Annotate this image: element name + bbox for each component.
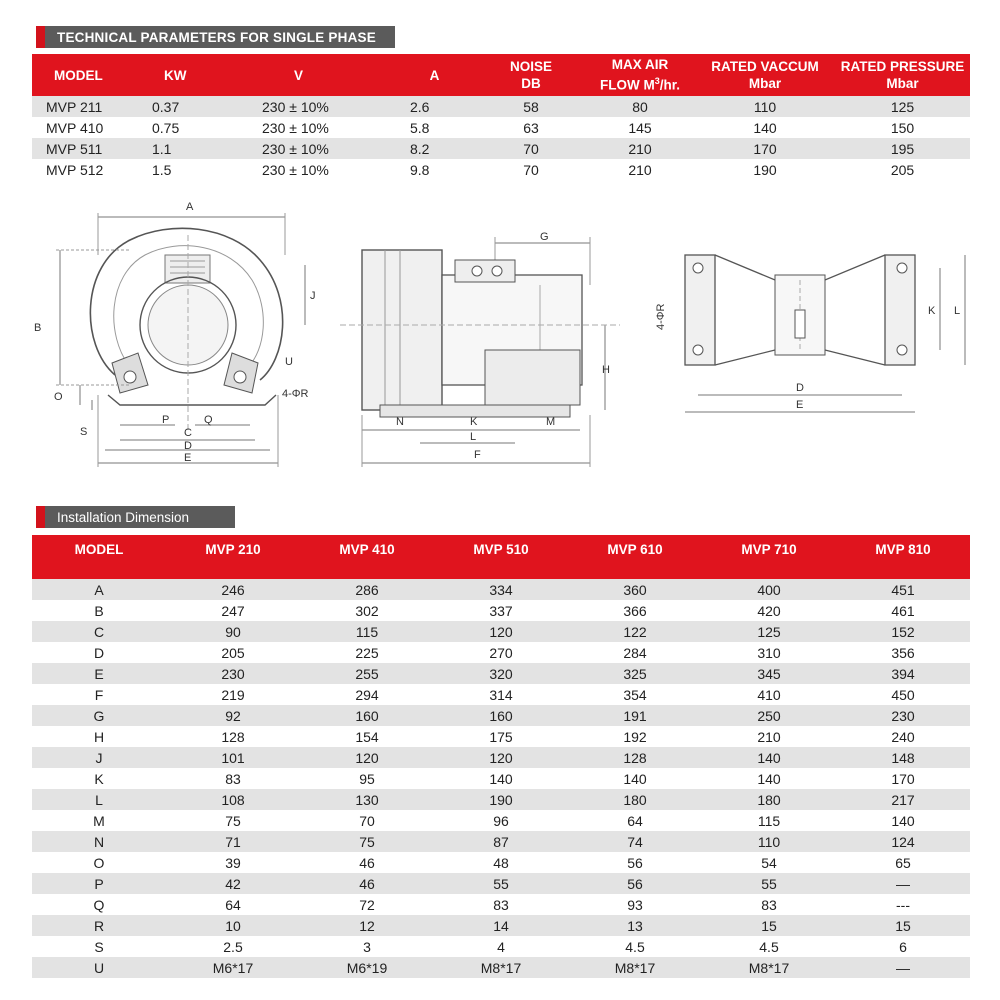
dim-label-J: J [310, 290, 316, 302]
cell-dimension: M [93, 812, 105, 829]
cell-value: --- [896, 896, 910, 913]
col-noise [477, 54, 585, 96]
table-row [32, 747, 970, 768]
cell-dimension: B [94, 602, 104, 619]
cell-value: 83 [761, 896, 777, 913]
col-vacuum-line1: RATED VACCUM [711, 59, 819, 74]
cell-value: M8*17 [748, 959, 790, 976]
cell-value: 4.5 [759, 938, 779, 955]
cell-value: 75 [359, 833, 375, 850]
cell-dimension: Q [93, 896, 105, 913]
cell-value: 225 [355, 644, 379, 661]
cell-value: 64 [627, 812, 643, 829]
dim-label-H: H [602, 364, 610, 376]
cell-value: 175 [489, 728, 513, 745]
side-view-drawing [340, 225, 630, 475]
cell-value: 420 [757, 602, 781, 619]
cell-value: 410 [757, 686, 781, 703]
tech-section-title: TECHNICAL PARAMETERS FOR SINGLE PHASE [45, 26, 395, 48]
cell-a: 8.2 [410, 140, 430, 157]
col-header: MVP 810 [875, 542, 931, 557]
cell-dimension: O [93, 854, 105, 871]
table-row [32, 936, 970, 957]
cell-a: 9.8 [410, 161, 430, 178]
dim-label-A: A [186, 201, 194, 213]
cell-vacuum: 140 [753, 119, 777, 136]
tech-section-header [36, 26, 395, 48]
cell-value: 450 [891, 686, 915, 703]
col-header: MODEL [74, 542, 124, 557]
dim-label-B: B [34, 322, 42, 334]
cell-value: — [896, 959, 910, 976]
cell-value: 46 [359, 875, 375, 892]
cell-value: 230 [891, 707, 915, 724]
col-vacuum [695, 54, 835, 96]
cell-value: 310 [757, 644, 781, 661]
cell-value: 48 [493, 854, 509, 871]
cell-value: 124 [891, 833, 915, 850]
dim-label-E: E [184, 452, 192, 464]
cell-value: 74 [627, 833, 643, 850]
cell-value: 170 [891, 770, 915, 787]
cell-vacuum: 190 [753, 161, 777, 178]
tech-table-body [32, 96, 970, 180]
cell-value: 42 [225, 875, 241, 892]
col-header: MVP 610 [607, 542, 663, 557]
cell-flow: 210 [628, 161, 652, 178]
dim-label-R: 4-ΦR [655, 303, 667, 330]
cell-value: 6 [899, 938, 907, 955]
cell-value: 240 [891, 728, 915, 745]
cell-noise: 70 [523, 161, 539, 178]
cell-value: 354 [623, 686, 647, 703]
cell-v: 230 ± 10% [262, 119, 329, 136]
cell-value: 14 [493, 917, 509, 934]
cell-value: 148 [891, 749, 915, 766]
cell-value: 95 [359, 770, 375, 787]
cell-value: 192 [623, 728, 647, 745]
col-v: V [294, 67, 304, 83]
cell-value: 345 [757, 665, 781, 682]
cell-a: 2.6 [410, 98, 430, 115]
cell-value: 55 [761, 875, 777, 892]
cell-dimension: D [93, 644, 105, 661]
cell-value: 2.5 [223, 938, 243, 955]
col-airflow-sup: 3 [654, 76, 660, 87]
cell-dimension: U [93, 959, 105, 976]
cell-value: 54 [761, 854, 777, 871]
cell-value: 250 [757, 707, 781, 724]
cell-value: 140 [757, 770, 781, 787]
cell-flow: 210 [628, 140, 652, 157]
cell-dimension: G [93, 707, 105, 724]
cell-kw: 0.37 [152, 98, 180, 115]
cell-value: 75 [225, 812, 241, 829]
cell-value: 286 [355, 581, 379, 598]
cell-dimension: R [93, 917, 105, 934]
dim-label-M: M [546, 416, 556, 428]
cell-value: 217 [891, 791, 915, 808]
table-row [32, 852, 970, 873]
cell-value: 115 [355, 623, 379, 640]
col-noise-line2: DB [521, 76, 541, 91]
table-row [32, 705, 970, 726]
cell-value: 461 [891, 602, 915, 619]
cell-value: 356 [891, 644, 915, 661]
cell-value: 96 [493, 812, 509, 829]
table-row [32, 810, 970, 831]
cell-value: 284 [623, 644, 647, 661]
cell-value: 15 [761, 917, 777, 934]
col-vacuum-line2: Mbar [748, 76, 782, 91]
cell-value: 115 [757, 812, 781, 829]
col-header: MVP 510 [473, 542, 529, 557]
cell-value: M6*17 [212, 959, 254, 976]
cell-value: 55 [493, 875, 509, 892]
cell-value: 65 [895, 854, 911, 871]
col-a: A [429, 67, 440, 83]
cell-value: 64 [225, 896, 241, 913]
cell-dimension: H [93, 728, 105, 745]
cell-value: 13 [627, 917, 643, 934]
cell-value: — [896, 875, 910, 892]
cell-dimension: N [93, 833, 105, 850]
cell-dimension: C [93, 623, 105, 640]
cell-value: 180 [757, 791, 781, 808]
col-header: MVP 710 [741, 542, 797, 557]
cell-value: 246 [221, 581, 245, 598]
col-airflow-per: /hr. [659, 77, 680, 93]
table-row [32, 789, 970, 810]
cell-value: 122 [623, 623, 647, 640]
cell-value: 120 [489, 623, 513, 640]
cell-value: 320 [489, 665, 513, 682]
col-header: MVP 410 [339, 542, 395, 557]
cell-value: 140 [623, 770, 647, 787]
cell-value: 270 [489, 644, 513, 661]
cell-value: 128 [623, 749, 647, 766]
cell-pressure: 125 [890, 98, 915, 115]
cell-dimension: P [94, 875, 104, 892]
dim-label-S: S [80, 426, 88, 438]
col-noise-line1: NOISE [509, 59, 552, 74]
cell-noise: 63 [523, 119, 539, 136]
dim-label-R: 4-ΦR [282, 388, 309, 400]
cell-value: 70 [359, 812, 375, 829]
col-pressure-line2: Mbar [886, 76, 919, 91]
cell-dimension: A [94, 581, 104, 598]
front-view-drawing [20, 195, 340, 475]
cell-vacuum: 110 [753, 98, 777, 115]
dim-label-F: F [474, 449, 481, 461]
cell-value: 400 [757, 581, 781, 598]
dim-label-D: D [796, 382, 804, 394]
table-row [32, 621, 970, 642]
cell-value: 360 [623, 581, 647, 598]
table-row [32, 831, 970, 852]
cell-value: 3 [363, 938, 371, 955]
dim-label-C: C [184, 427, 192, 439]
col-airflow [585, 54, 695, 96]
cell-value: 210 [757, 728, 781, 745]
col-pressure-line1: RATED PRESSURE [840, 59, 965, 74]
cell-dimension: E [94, 665, 104, 682]
cell-dimension: F [94, 686, 104, 703]
install-section-header [36, 506, 235, 528]
dim-label-U: U [285, 356, 293, 368]
table-row [32, 726, 970, 747]
cell-value: 56 [627, 875, 643, 892]
cell-value: 366 [623, 602, 647, 619]
cell-value: 120 [355, 749, 379, 766]
col-pressure [835, 54, 970, 96]
cell-value: 140 [891, 812, 915, 829]
cell-value: 92 [225, 707, 241, 724]
cell-dimension: J [95, 749, 103, 766]
bottom-view-drawing [650, 240, 980, 430]
cell-value: 205 [221, 644, 245, 661]
cell-value: 72 [359, 896, 375, 913]
table-row [32, 873, 970, 894]
cell-value: 110 [757, 833, 781, 850]
table-row [32, 957, 970, 978]
cell-model: MVP 410 [46, 119, 104, 136]
table-row [32, 768, 970, 789]
cell-value: M6*19 [346, 959, 388, 976]
dim-label-P: P [162, 414, 170, 426]
cell-value: 394 [891, 665, 915, 682]
cell-model: MVP 511 [46, 140, 103, 157]
cell-v: 230 ± 10% [262, 161, 329, 178]
cell-value: M8*17 [480, 959, 522, 976]
cell-dimension: S [94, 938, 104, 955]
tech-table-header [32, 54, 970, 96]
cell-value: 90 [225, 623, 241, 640]
cell-pressure: 195 [890, 140, 915, 157]
cell-value: 125 [757, 623, 781, 640]
dim-label-L: L [954, 305, 961, 317]
cell-value: 160 [489, 707, 513, 724]
dim-label-D: D [184, 440, 192, 452]
dim-label-O: O [54, 391, 63, 403]
cell-value: 120 [489, 749, 513, 766]
cell-value: 154 [355, 728, 379, 745]
dim-label-L: L [470, 431, 477, 443]
cell-value: 140 [489, 770, 513, 787]
cell-value: M8*17 [614, 959, 656, 976]
install-section-title: Installation Dimension [45, 506, 235, 528]
table-row [32, 138, 970, 159]
cell-value: 93 [627, 896, 643, 913]
cell-v: 230 ± 10% [262, 140, 329, 157]
installation-table [32, 535, 970, 978]
cell-pressure: 205 [890, 161, 915, 178]
cell-value: 334 [489, 581, 513, 598]
col-model: MODEL [54, 67, 103, 83]
table-row [32, 642, 970, 663]
cell-value: 140 [757, 749, 781, 766]
table-row [32, 96, 970, 117]
cell-kw: 1.5 [152, 161, 172, 178]
cell-value: 247 [221, 602, 245, 619]
cell-noise: 70 [523, 140, 539, 157]
cell-value: 190 [489, 791, 513, 808]
tech-params-table [32, 54, 970, 180]
cell-value: 39 [225, 854, 241, 871]
cell-value: 219 [221, 686, 245, 703]
table-row [32, 684, 970, 705]
cell-value: 294 [355, 686, 379, 703]
cell-value: 314 [489, 686, 513, 703]
cell-dimension: K [94, 770, 104, 787]
table-row [32, 117, 970, 138]
install-table-header [32, 535, 970, 579]
col-airflow-line1: MAX AIR [611, 57, 669, 73]
cell-kw: 0.75 [152, 119, 180, 136]
cell-noise: 58 [523, 98, 539, 115]
cell-value: 71 [225, 833, 241, 850]
cell-value: 302 [355, 602, 379, 619]
table-row [32, 915, 970, 936]
cell-value: 10 [225, 917, 241, 934]
dim-label-K: K [928, 305, 936, 317]
cell-v: 230 ± 10% [262, 98, 329, 115]
cell-value: 152 [891, 623, 915, 640]
cell-value: 15 [895, 917, 911, 934]
table-row [32, 600, 970, 621]
cell-value: 191 [623, 707, 647, 724]
dim-label-E: E [796, 399, 804, 411]
cell-value: 160 [355, 707, 379, 724]
table-row [32, 579, 970, 600]
cell-vacuum: 170 [753, 140, 777, 157]
dim-label-G: G [540, 231, 549, 243]
cell-value: 451 [891, 581, 915, 598]
table-row [32, 663, 970, 684]
dim-label-N: N [396, 416, 404, 428]
col-airflow-line2 [600, 73, 680, 94]
cell-flow: 80 [632, 98, 648, 115]
dim-label-Q: Q [204, 414, 213, 426]
col-kw: KW [164, 67, 187, 83]
cell-value: 12 [359, 917, 375, 934]
cell-value: 108 [221, 791, 245, 808]
cell-model: MVP 512 [46, 161, 104, 178]
cell-value: 83 [225, 770, 241, 787]
cell-value: 4.5 [625, 938, 645, 955]
table-row [32, 894, 970, 915]
cell-value: 56 [627, 854, 643, 871]
cell-flow: 145 [628, 119, 652, 136]
dim-label-K: K [470, 416, 478, 428]
cell-value: 180 [623, 791, 647, 808]
install-table-body [32, 579, 970, 978]
cell-value: 87 [493, 833, 509, 850]
cell-value: 46 [359, 854, 375, 871]
cell-dimension: L [95, 791, 103, 808]
header-accent-bar [36, 506, 45, 528]
cell-pressure: 150 [890, 119, 915, 136]
col-header: MVP 210 [205, 542, 261, 557]
cell-value: 130 [355, 791, 379, 808]
col-airflow-unit: FLOW M [599, 77, 655, 93]
cell-value: 325 [623, 665, 647, 682]
cell-value: 230 [221, 665, 245, 682]
cell-value: 337 [489, 602, 513, 619]
cell-value: 83 [493, 896, 509, 913]
cell-value: 101 [221, 749, 245, 766]
cell-value: 255 [355, 665, 379, 682]
cell-value: 128 [221, 728, 245, 745]
table-row [32, 159, 970, 180]
header-accent-bar [36, 26, 45, 48]
cell-a: 5.8 [410, 119, 430, 136]
cell-kw: 1.1 [152, 140, 172, 157]
cell-value: 4 [497, 938, 505, 955]
cell-model: MVP 211 [46, 98, 103, 115]
